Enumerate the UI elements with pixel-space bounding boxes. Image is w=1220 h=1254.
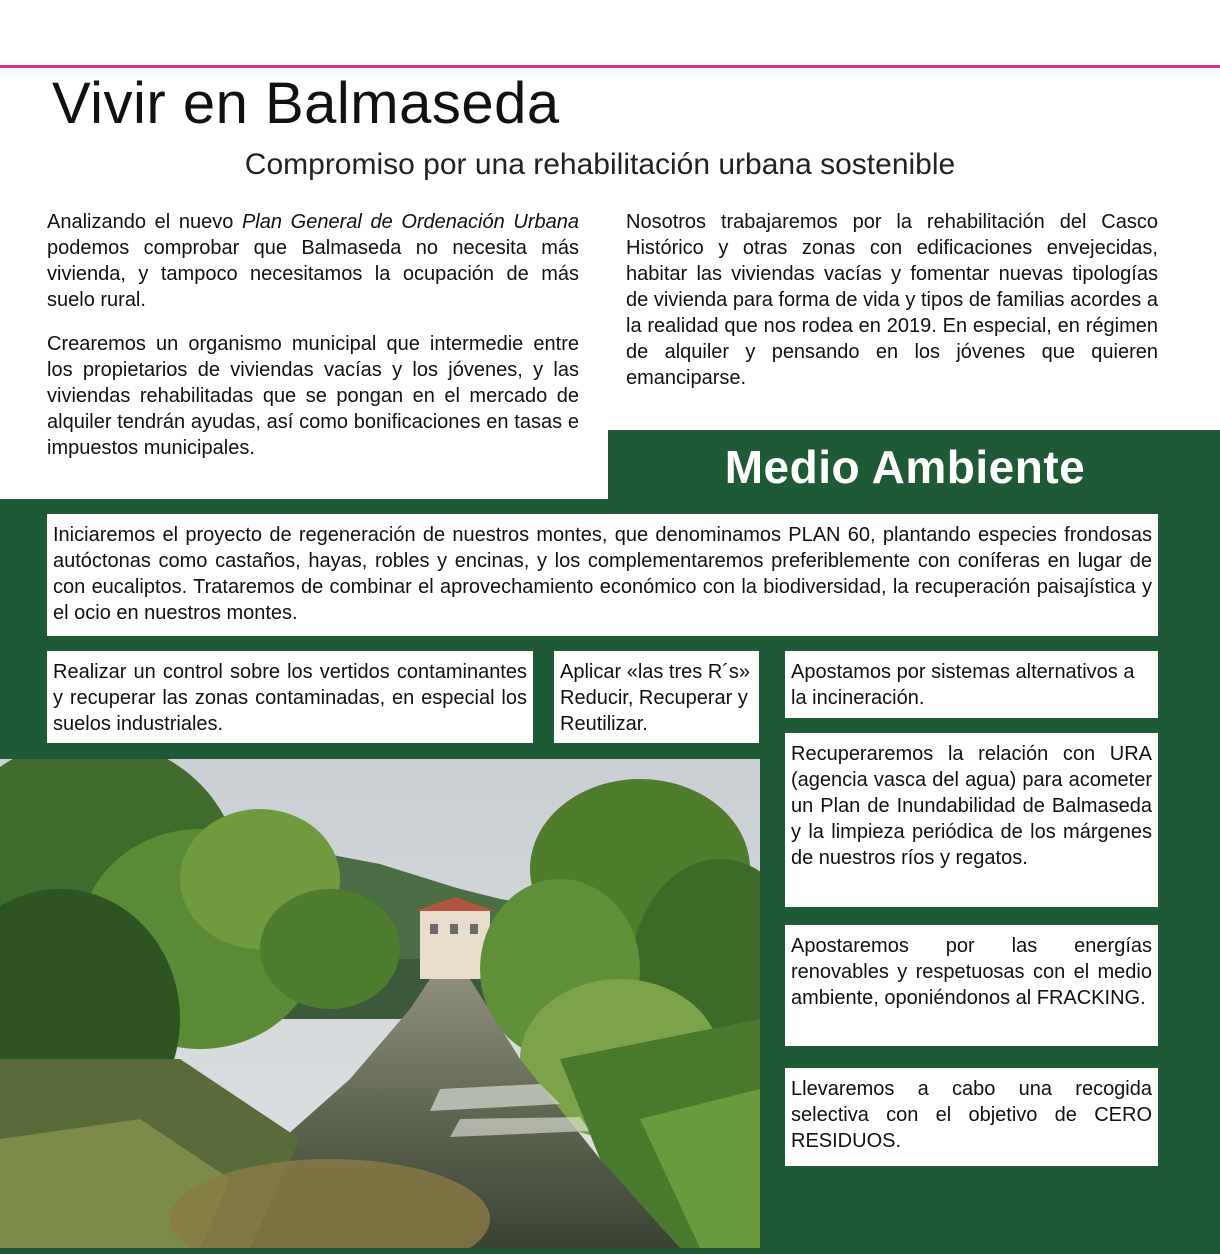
box-energias: Apostaremos por las energías renovables y respetuosas con el medio ambiente, oponiéndonos al FRACKING. bbox=[785, 925, 1158, 1046]
box-plan-60: Iniciaremos el proyecto de regeneración de nuestros montes, que denominamos PLAN 60, plantando especies frondosas autóctonas como castaños, hayas, robles y encinas, y los complementaremos preferiblemente con coníferas en lugar de con eucaliptos. Trataremos de combinar el aprovechamiento económico con la biodiversidad, la recuperación paisajística y el ocio en nuestros montes. bbox=[47, 514, 1158, 636]
box-vertidos: Realizar un control sobre los vertidos contaminantes y recuperar las zonas contaminadas, en especial los suelos industriales. bbox=[47, 651, 533, 743]
intro-paragraph-rehabilitacion: Nosotros trabajaremos por la rehabilitación del Casco Histórico y otras zonas con edificaciones envejecidas, habitar las viviendas vacías y fomentar nuevas tipologías de vivienda para forma de vida y tipos de familias acordes a la realidad que nos rodea en 2019. En especial, en régimen de alquiler y pensando en los jóvenes que quieren emanciparse. bbox=[626, 211, 1158, 389]
page-subtitle: Compromiso por una rehabilitación urbana sostenible bbox=[244, 148, 956, 181]
intro-text: Analizando el nuevo bbox=[47, 211, 242, 233]
intro-left-column bbox=[47, 209, 579, 479]
box-incineracion: Apostamos por sistemas alternativos a la incineración. bbox=[785, 651, 1158, 718]
box-residuos: Llevaremos a cabo una recogida selectiva con el objetivo de CERO RESIDUOS. bbox=[785, 1068, 1158, 1166]
intro-paragraph-organismo: Crearemos un organismo municipal que intermedie entre los propietarios de viviendas vacías y los jóvenes, y las viviendas rehabilitadas que se pongan en el mercado de alquiler tendrán ayudas, así como bonificaciones en tasas e impuestos municipales. bbox=[47, 333, 579, 459]
river-illustration bbox=[0, 759, 760, 1248]
top-accent-rule bbox=[0, 65, 1220, 68]
intro-paragraph-plan bbox=[47, 209, 579, 313]
box-tres-r: Aplicar «las tres R´s» Reducir, Recuperar y Reutilizar. bbox=[554, 651, 759, 743]
section-heading-medio-ambiente: Medio Ambiente bbox=[724, 441, 1086, 493]
river-photo bbox=[0, 759, 760, 1248]
plan-name-italic: Plan General de Ordenación Urbana bbox=[241, 211, 579, 233]
page-title: Vivir en Balmaseda bbox=[52, 71, 560, 136]
box-ura: Recuperaremos la relación con URA (agencia vasca del agua) para acometer un Plan de Inundabilidad de Balmaseda y la limpieza periódica de los márgenes de nuestros ríos y regatos. bbox=[785, 733, 1158, 907]
intro-right-column bbox=[626, 209, 1158, 409]
intro-text: podemos comprobar que Balmaseda no necesita más vivienda, y tampoco necesitamos la ocupación de más suelo rural. bbox=[47, 237, 579, 311]
